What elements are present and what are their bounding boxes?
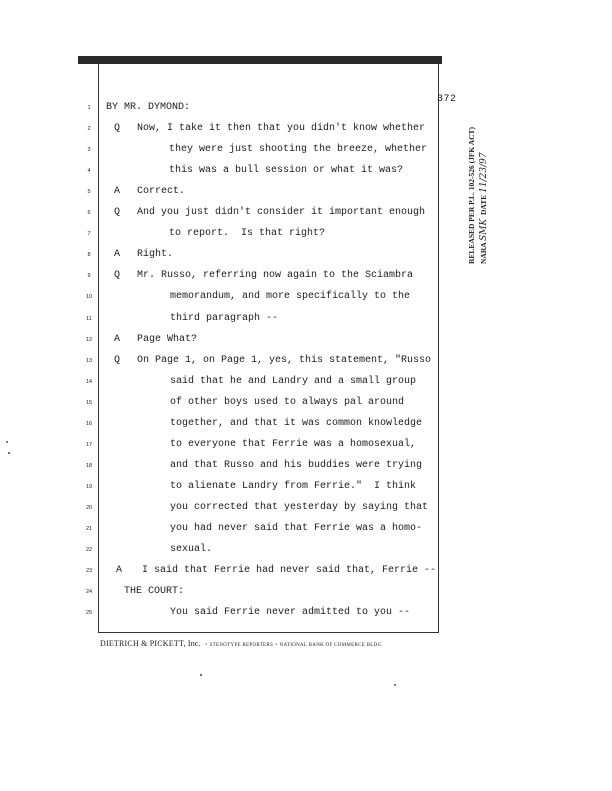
line-number: 2 (87, 126, 91, 133)
footer-separator-2: • (275, 643, 278, 648)
line-text: to everyone that Ferrie was a homosexual, (170, 438, 417, 450)
line-text: Page What? (137, 333, 198, 345)
transcript-line (0, 268, 612, 284)
speaker-label: A (114, 333, 121, 345)
line-text: memorandum, and more specifically to the (170, 291, 411, 303)
release-stamp-line2 (478, 80, 490, 264)
speaker-label: Q (114, 123, 121, 135)
line-text: you had never said that Ferrie was a homo- (170, 523, 423, 534)
speaker-label: Q (114, 354, 121, 366)
line-text: You said Ferrie never admitted to you -- (170, 607, 411, 619)
line-text: and that Russo and his buddies were trying (170, 459, 423, 471)
line-number: 11 (86, 315, 92, 322)
line-number: 14 (85, 378, 93, 385)
line-number: 7 (87, 231, 91, 238)
speaker-label: Q (114, 270, 121, 282)
line-text: to alienate Landry from Ferrie." I think (170, 480, 417, 492)
line-number: 18 (85, 462, 93, 469)
transcript-line (0, 563, 612, 579)
line-number: 16 (85, 420, 93, 427)
speaker-label: A (114, 186, 121, 198)
line-number: 24 (85, 589, 93, 596)
line-text: On Page 1, on Page 1, yes, this statement, "Russo (137, 354, 432, 366)
line-text: BY MR. DYMOND: (106, 102, 191, 113)
line-text: THE COURT: (124, 586, 185, 598)
scan-speck (6, 441, 8, 443)
transcript-line (0, 353, 612, 369)
line-text: Mr. Russo, referring now again to the Sciambra (137, 270, 414, 282)
line-number: 23 (85, 568, 93, 575)
transcript-line (0, 311, 612, 327)
transcript-line (0, 332, 612, 348)
line-text: sexual. (170, 544, 213, 556)
line-text: third paragraph -- (170, 312, 279, 324)
line-number: 19 (85, 483, 93, 490)
line-number: 25 (85, 610, 93, 617)
line-number: 3 (87, 147, 91, 154)
line-number: 22 (85, 547, 93, 554)
release-stamp (466, 80, 526, 270)
margin-rule-bottom (98, 632, 439, 633)
stamp-date: 11/23/97 (479, 152, 489, 193)
transcript-line (0, 289, 612, 305)
reporter-service: STENOTYPE REPORTERS (209, 643, 274, 648)
transcript-line (0, 458, 612, 474)
line-text: they were just shooting the breeze, whether (169, 144, 428, 156)
transcript-line (0, 584, 612, 600)
line-number: 21 (85, 526, 93, 532)
line-text: together, and that it was common knowledge (170, 417, 423, 429)
transcript-line (0, 605, 612, 621)
line-text: said that he and Landry and a small group (170, 375, 417, 387)
line-text: Now, I take it then that you didn't know whether (137, 123, 426, 135)
reporter-firm: DIETRICH & PICKETT, Inc. (100, 639, 201, 648)
transcript-line (0, 416, 612, 432)
transcript-line (0, 542, 612, 558)
speaker-label: A (116, 565, 123, 577)
scan-speck (200, 674, 202, 676)
line-number: 12 (85, 336, 93, 343)
transcript-line (0, 479, 612, 495)
line-number: 17 (85, 441, 93, 448)
line-number: 10 (85, 294, 93, 301)
page-header-bar (78, 56, 442, 64)
line-text: I said that Ferrie had never said that, Ferrie -- (142, 565, 437, 577)
transcript-line (0, 521, 612, 537)
line-number: 15 (85, 399, 93, 406)
stamp-initials-signature: SMK (479, 218, 489, 241)
line-number: 13 (85, 357, 93, 364)
line-text: this was a bull session or what it was? (169, 165, 404, 177)
scan-speck (394, 684, 396, 686)
line-text: to report. Is that right? (169, 228, 326, 240)
transcript-line (0, 395, 612, 411)
transcript-line (0, 374, 612, 390)
transcript-line (0, 437, 612, 453)
line-number: 5 (87, 189, 91, 196)
footer-separator: • (205, 643, 208, 648)
page-number: 372 (437, 94, 457, 105)
line-text: And you just didn't consider it important enough (137, 207, 426, 219)
stamp-date-label: DATE (479, 194, 488, 215)
speaker-label: Q (114, 207, 121, 219)
stamp-nara: NARA (479, 242, 488, 264)
speaker-label: A (114, 249, 121, 261)
line-number: 9 (87, 273, 91, 280)
line-number: 8 (87, 252, 91, 259)
line-text: you corrected that yesterday by saying that (170, 501, 429, 513)
reporter-footer (100, 639, 383, 648)
line-text: of other boys used to always pal around (170, 396, 405, 408)
line-number: 6 (87, 210, 91, 217)
scan-speck (8, 452, 10, 454)
line-number: 20 (85, 504, 93, 511)
line-number: 1 (87, 105, 91, 111)
line-text: Right. (137, 249, 174, 261)
reporter-address: NATIONAL BANK OF COMMERCE BLDG. (279, 643, 384, 648)
scan-smudge (200, 2, 340, 10)
transcript-line (0, 500, 612, 516)
release-stamp-line1: RELEASED PER P.L. 102-526 (JFK ACT) (467, 126, 476, 264)
line-number: 4 (87, 168, 91, 175)
line-text: Correct. (137, 186, 186, 198)
